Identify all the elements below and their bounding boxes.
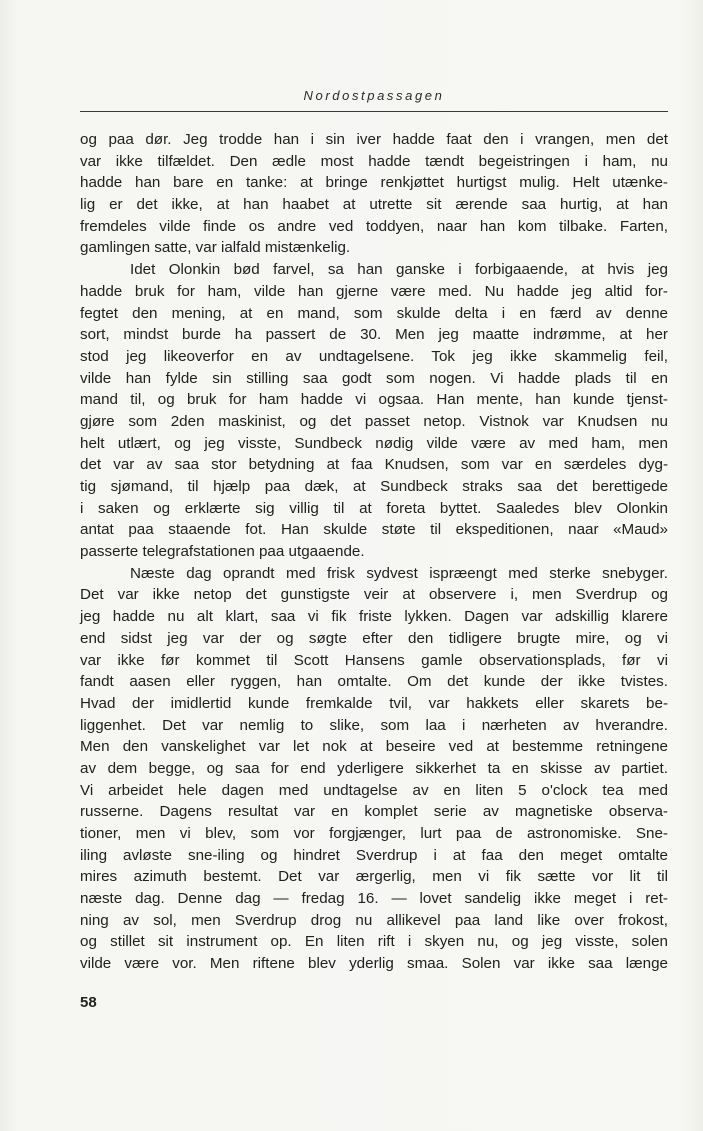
text-line: Næste dag oprandt med frisk sydvest ispræengt med sterke snebyger. bbox=[130, 564, 668, 582]
text-line: fegtet den mening, at en mand, som skulde delta i en færd av denne bbox=[80, 304, 668, 322]
running-head: Nordostpassagen bbox=[303, 88, 445, 103]
text-line: jeg hadde nu alt klart, saa vi fik friste lykken. Dagen var adskillig klarere bbox=[80, 608, 668, 626]
text-line: iling avløste sne-iling og hindret Sverdrup i at faa den meget omtalte bbox=[80, 846, 668, 864]
text-line: fremdeles vilde finde os andre ved toddyen, naar han kom tilbake. Farten, bbox=[80, 217, 668, 235]
text-line: tioner, men vi blev, som vor forgjænger, lurt paa de astronomiske. Sne- bbox=[80, 825, 668, 842]
page-number: 58 bbox=[80, 994, 97, 1011]
text-line: av dem begge, og saa for end yderligere sikkerhet ta en skisse av partiet. bbox=[80, 759, 668, 777]
text-line: det var av saa stor betydning at faa Knudsen, som var en særdeles dyg- bbox=[80, 456, 668, 474]
text-line: Idet Olonkin bød farvel, sa han ganske i forbigaaende, at hvis jeg bbox=[130, 261, 668, 279]
text-line: og paa dør. Jeg trodde han i sin iver hadde faat den i vrangen, men det bbox=[80, 131, 668, 148]
text-line: fandt aasen eller ryggen, han omtalte. Om det kunde der ikke tvistes. bbox=[80, 673, 668, 691]
text-line: gjøre som 2den maskinist, og det passet netop. Vistnok var Knudsen nu bbox=[80, 412, 668, 430]
text-line: Det var ikke netop det gunstigste veir at observere i, men Sverdrup og bbox=[80, 586, 668, 604]
text-line: passerte telegrafstationen paa utgaaende. bbox=[80, 543, 365, 561]
text-line: Hvad der imidlertid kunde fremkalde tvil, var hakkets eller skarets be- bbox=[80, 694, 668, 712]
text-line: hadde han bare en tanke: at bringe renkjøttet hurtigst mulig. Helt utænke- bbox=[80, 174, 668, 192]
text-line: sort, mindst burde ha passert de 30. Men jeg maatte indrømme, at her bbox=[80, 326, 668, 344]
text-line: liggenhet. Det var nemlig to slike, som laa i nærheten av hverandre. bbox=[80, 716, 668, 734]
text-line: Men den vanskelighet var let nok at beseire ved at bestemme retningene bbox=[80, 738, 668, 756]
text-line: Vi arbeidet hele dagen med undtagelse av en liten 5 o'clock tea med bbox=[80, 781, 668, 799]
text-line: lig er det ikke, at han haabet at utrette sit ærende saa hurtig, at han bbox=[80, 196, 668, 214]
text-line: antat paa staaende fot. Han skulde støte til ekspeditionen, naar «Maud» bbox=[80, 521, 668, 539]
text-line: næste dag. Denne dag — fredag 16. — lovet sandelig ikke meget i ret- bbox=[80, 890, 668, 908]
text-line: tig sjømand, til hjælp paa dæk, at Sundbeck straks saa det berettigede bbox=[80, 478, 668, 495]
text-line: gamlingen satte, var ialfald mistænkelig. bbox=[80, 239, 351, 257]
text-line: hadde bruk for ham, vilde han gjerne være med. Nu hadde jeg altid for- bbox=[80, 282, 668, 300]
body-text bbox=[80, 129, 668, 975]
text-line: i saken og erklærte sig villig til at foreta byttet. Saaledes blev Olonkin bbox=[80, 499, 668, 517]
text-line: var ikke tilfældet. Den ædle most hadde tændt begeistringen i ham, nu bbox=[80, 152, 668, 170]
text-line: vilde være vor. Men riftene blev yderlig smaa. Solen var ikke saa længe bbox=[80, 955, 668, 973]
text-line: mires azimuth bestemt. Det var ærgerlig, men vi fik sætte vor lit til bbox=[80, 868, 668, 886]
header-rule bbox=[80, 111, 668, 112]
text-line: vilde han fylde sin stilling saa godt som nogen. Vi hadde plads til en bbox=[80, 369, 668, 387]
text-line: helt utlært, og jeg visste, Sundbeck nødig vilde være av med ham, men bbox=[80, 434, 668, 452]
text-line: ning av sol, men Sverdrup drog nu allikevel paa land like over frokost, bbox=[80, 911, 668, 929]
text-line: og stillet sit instrument op. En liten rift i skyen nu, og jeg visste, solen bbox=[80, 933, 668, 951]
text-line: mand til, og bruk for ham hadde vi ogsaa. Han mente, han kunde tjenst- bbox=[80, 391, 668, 409]
text-line: russerne. Dagens resultat var en komplet serie av magnetiske observa- bbox=[80, 803, 668, 821]
text-line: var ikke før kommet til Scott Hansens gamle observationsplads, før vi bbox=[80, 651, 668, 669]
text-line: end sidst jeg var der og søgte efter den tidligere brugte mire, og vi bbox=[80, 629, 668, 647]
text-line: stod jeg likeoverfor en av undtagelsene. Tok jeg ikke skammelig feil, bbox=[80, 347, 668, 365]
